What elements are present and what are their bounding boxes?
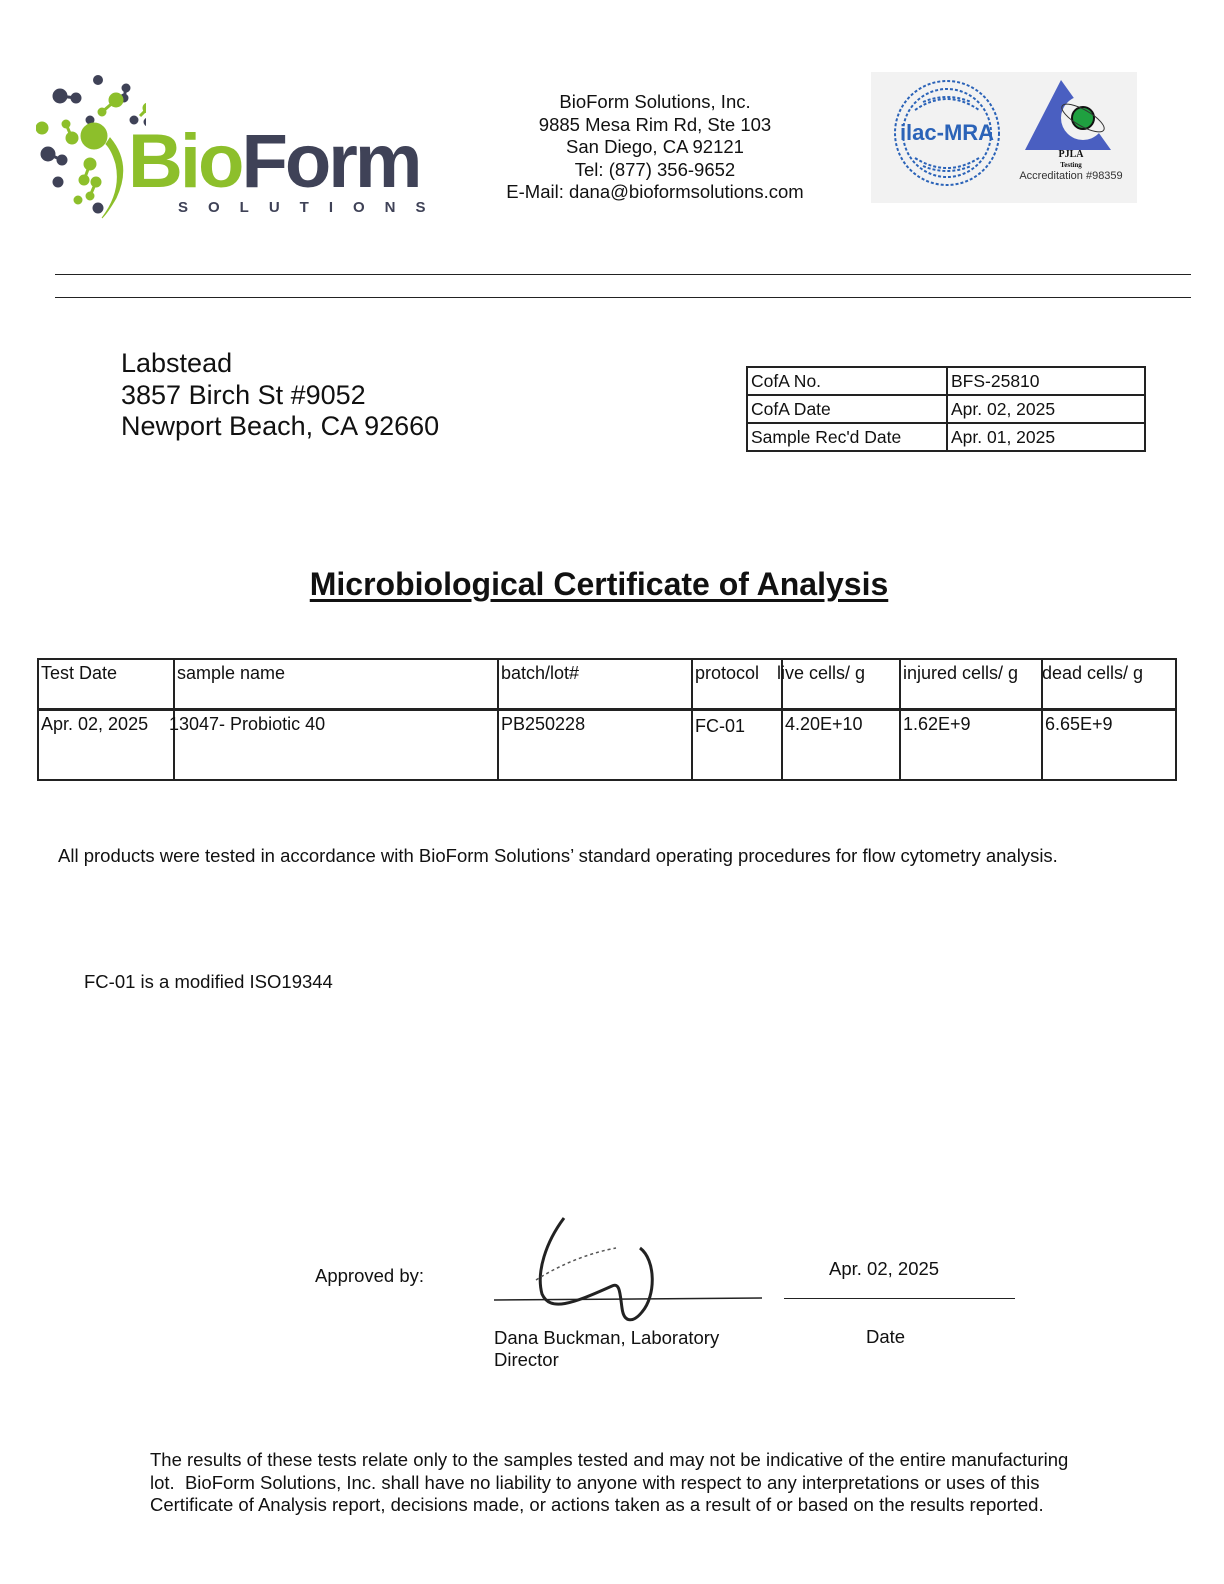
- logo-tagline: SOLUTIONS: [178, 199, 446, 216]
- pjla-text: PJLA: [1058, 149, 1084, 160]
- page-title: Microbiological Certificate of Analysis: [309, 566, 889, 602]
- pjla-logo-icon: [1021, 78, 1121, 154]
- cofa-label: CofA No.: [747, 367, 947, 395]
- data-cell: 13047- Probiotic 40: [174, 710, 498, 781]
- cofa-label: Sample Rec'd Date: [747, 423, 947, 451]
- cofa-label: CofA Date: [747, 395, 947, 423]
- data-cell: 4.20E+10: [782, 710, 900, 781]
- company-email: E-Mail: dana@bioformsolutions.com: [506, 181, 804, 202]
- header-cell: batch/lot#: [498, 659, 692, 710]
- signer-name: [494, 1327, 719, 1371]
- company-street: 9885 Mesa Rim Rd, Ste 103: [538, 113, 772, 135]
- company-name: BioForm Solutions, Inc.: [559, 91, 751, 112]
- company-city: San Diego, CA 92121: [566, 136, 744, 157]
- date-label: Date: [866, 1326, 906, 1347]
- client-name: Labstead: [121, 348, 233, 378]
- cofa-row: [747, 395, 1145, 423]
- table-header-row: [38, 659, 1176, 710]
- company-address: [470, 91, 840, 204]
- data-cell: PB250228: [498, 710, 692, 781]
- signer-line: Dana Buckman, Laboratory: [494, 1327, 720, 1348]
- data-cell: 1.62E+9: [900, 710, 1042, 781]
- client-address: [121, 348, 439, 443]
- header-cell: injured cells/ g: [900, 659, 1042, 710]
- procedure-statement: All products were tested in accordance with BioForm Solutions’ standard operating procedures for flow cytometry analysis.: [58, 845, 1058, 866]
- company-tel: Tel: (877) 356-9652: [574, 158, 736, 180]
- logo-form: Form: [241, 119, 420, 204]
- data-cell: Apr. 02, 2025: [38, 710, 174, 781]
- data-cell: FC-01: [692, 710, 782, 781]
- ilac-text: ilac-MRA: [899, 120, 995, 145]
- header-cell: protocol: [692, 659, 782, 710]
- signer-line: Director: [494, 1349, 559, 1370]
- date-line: [784, 1298, 1015, 1299]
- bioform-logo: [36, 72, 446, 222]
- table-row: [38, 710, 1176, 781]
- header-cell: Test Date: [38, 659, 174, 710]
- header-cell: dead cells/ g: [1042, 659, 1176, 710]
- disclaimer-line: The results of these tests relate only to the samples tested and may not be indicative of the entire manufacturing: [150, 1449, 1069, 1470]
- cofa-value: BFS-25810: [947, 367, 1145, 395]
- cofa-info-table: [746, 366, 1146, 452]
- header-cell: live cells/ g: [782, 659, 900, 710]
- ilac-mra-seal-icon: [891, 74, 1003, 192]
- results-table: [37, 658, 1177, 781]
- pjla-label: [1021, 150, 1121, 170]
- disclaimer: [150, 1449, 1068, 1517]
- cofa-row: [747, 423, 1145, 451]
- divider-line: [55, 297, 1191, 298]
- disclaimer-line: Certificate of Analysis report, decisions made, or actions taken as a result of or based on the results reported.: [150, 1494, 1044, 1515]
- protocol-note: FC-01 is a modified ISO19344: [84, 971, 333, 992]
- data-cell: 6.65E+9: [1042, 710, 1176, 781]
- cofa-value: Apr. 02, 2025: [947, 395, 1145, 423]
- disclaimer-line: lot. BioForm Solutions, Inc. shall have no liability to anyone with respect to any interpretations or uses of this: [150, 1471, 1040, 1493]
- logo-wordmark: [128, 119, 420, 204]
- approval-date: Apr. 02, 2025: [829, 1258, 940, 1279]
- client-street: 3857 Birch St #9052: [121, 379, 366, 410]
- cofa-row: [747, 367, 1145, 395]
- pjla-sub: Testing: [1060, 161, 1082, 169]
- cofa-value: Apr. 01, 2025: [947, 423, 1145, 451]
- header-cell: sample name: [174, 659, 498, 710]
- accreditation-number: Accreditation #98359: [1019, 170, 1123, 182]
- logo-bio: Bio: [128, 119, 242, 204]
- accreditation-logos: [871, 72, 1137, 203]
- approved-by-label: Approved by:: [315, 1265, 425, 1286]
- client-city: Newport Beach, CA 92660: [121, 411, 440, 441]
- signature-image: [494, 1212, 764, 1327]
- divider-line: [55, 274, 1191, 275]
